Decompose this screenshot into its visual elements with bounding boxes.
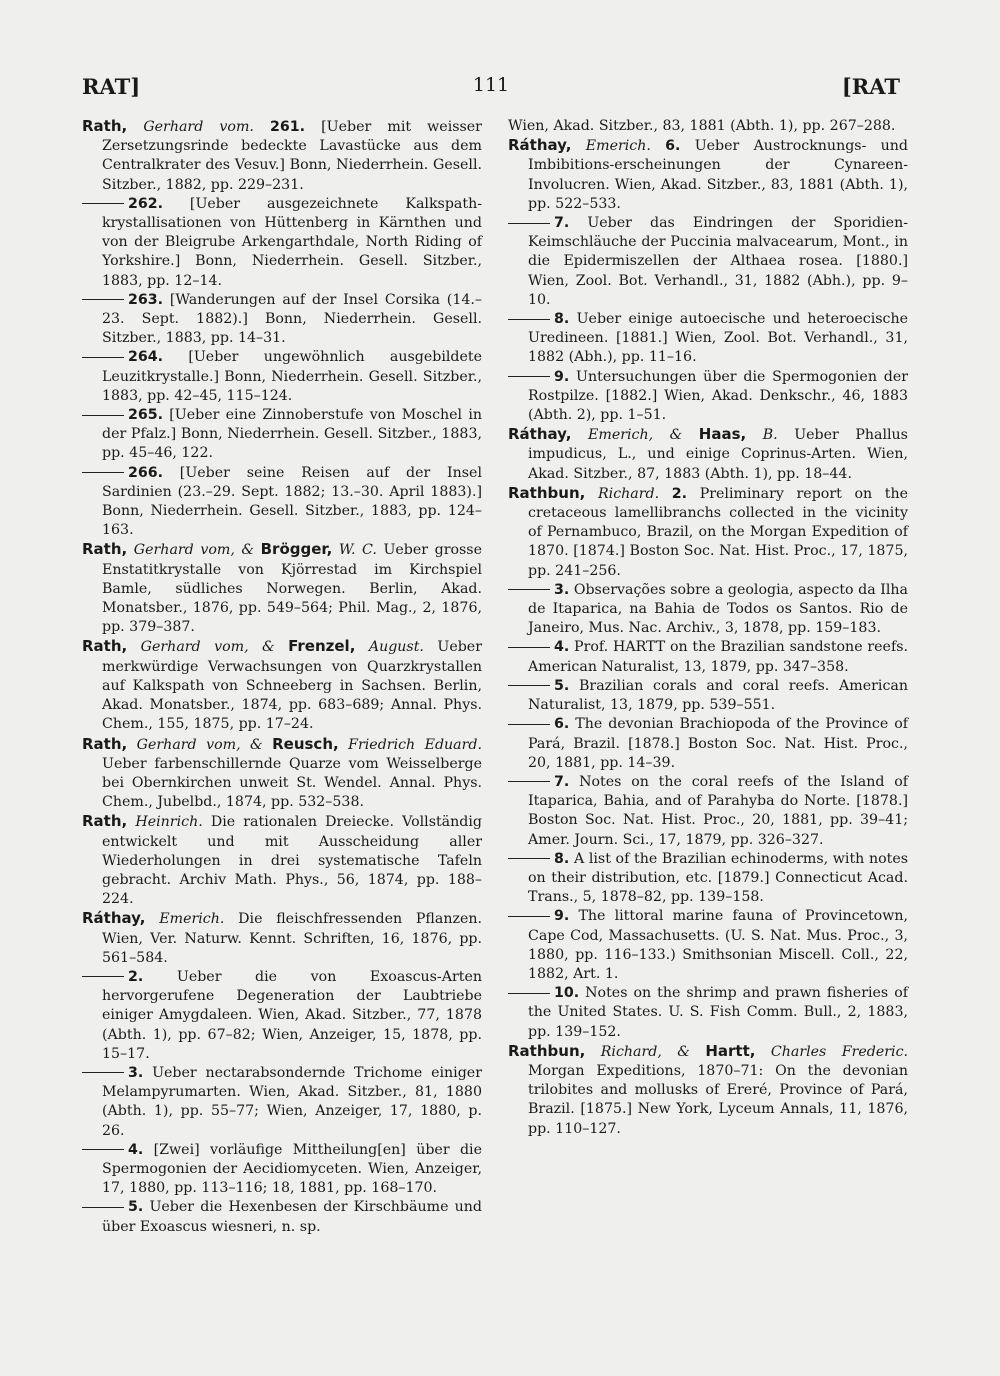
entry-text: Ueber merkwürdige Verwachsungen von Quarzkrystallen auf Kalkspath von Schneeberg in Sachsen. Berlin, Akad. Monatsber., 1874, pp. 683–689; Annal. Phys. Chem., 155, 1875, pp. 17–24. — [102, 639, 482, 733]
ditto-dash — [508, 993, 550, 994]
ditto-dash — [508, 724, 550, 725]
entry-number: 3. — [128, 1064, 144, 1081]
entry-text: Ueber Austrocknungs- und Imbibitions-erscheinungen der Cynareen-Involucren. Wien, Akad. Sitzber., 83, 1881 (Abth. 1), pp. 522–533. — [528, 138, 908, 212]
entry-number: 5. — [128, 1199, 144, 1216]
bibliography-entry — [82, 735, 482, 813]
entry-number: 261. — [270, 119, 306, 135]
coauthor-surname: Reusch, — [272, 734, 339, 753]
entry-number: 266. — [128, 464, 164, 481]
bibliography-entry — [82, 348, 482, 406]
bibliography-entry — [508, 136, 908, 214]
entry-text: Wien, Akad. Sitzber., 83, 1881 (Abth. 1), pp. 267–288. — [508, 118, 896, 134]
ditto-dash — [82, 472, 124, 473]
author-surname: Rath, — [82, 540, 128, 559]
bibliography-entry — [508, 310, 908, 368]
coauthor-given-name: Friedrich Eduard. — [348, 736, 483, 753]
entry-text: Observações sobre a geologia, aspecto da Ilha de Itaparica, na Bahia de Todos os Santos. Rio de Janeiro, Mus. Nac. Archiv., 3, 1878, pp. 159–183. — [528, 581, 908, 637]
author-given-name: Richard, & — [600, 1043, 690, 1060]
coauthor-given-name: August. — [368, 639, 424, 656]
entry-text: Ueber nectarabsondernde Trichome einiger Melampyrumarten. Wien, Akad. Sitzber., 81, 1880 (Abth. 1), pp. 55–77; Wien, Anzeiger, 17, 1880, p. 26. — [102, 1064, 482, 1139]
left-column — [82, 117, 482, 1237]
page-number: 111 — [472, 74, 510, 96]
author-given-name: Emerich, & — [588, 427, 683, 444]
entry-text: Die rationalen Dreiecke. Vollständig entwickelt und mit Ausscheidung aller Wiederholungen in drei systematische Tafeln gebracht. Archiv Math. Phys., 56, 1874, pp. 188–224. — [102, 814, 482, 908]
coauthor-surname: Haas, — [698, 425, 747, 444]
bibliography-entry — [82, 909, 482, 968]
author-surname: Rath, — [82, 812, 128, 831]
entry-text: Preliminary report on the cretaceous lamellibranchs collected in the vicinity of Pernambuco, Brazil, on the Morgan Expedition of 1870. [1874.] Boston Soc. Nat. Hist. Proc., 17, 1875, pp. 241–256. — [528, 485, 909, 579]
entry-number: 4. — [554, 639, 570, 656]
bibliography-entry — [508, 484, 908, 581]
ditto-dash — [82, 203, 124, 204]
entry-text: Die fleischfressenden Pflanzen. Wien, Ver. Naturw. Kennt. Schriften, 16, 1876, pp. 561–584. — [102, 911, 482, 966]
entry-number: 8. — [554, 850, 570, 867]
entry-text: [Ueber mit weisser Zersetzungsrinde bedeckte Lavastücke aus dem Centralkrater des Vesuv.] Bonn, Niederrhein. Gesell. Sitzber., 1882, pp. 229–231. — [102, 119, 482, 193]
ditto-dash — [82, 976, 124, 977]
author-given-name: Richard. — [597, 485, 660, 502]
entry-number: 7. — [554, 215, 570, 232]
ditto-dash — [82, 1149, 124, 1150]
entry-number: 2. — [671, 485, 688, 502]
author-surname: Rathbun, — [508, 1041, 586, 1060]
entry-text: Ueber Phallus impudicus, L., und einige Coprinus-Arten. Wien, Akad. Sitzber., 87, 1883 (Abth. 1), pp. 18–44. — [528, 427, 908, 482]
entry-number: 264. — [128, 349, 164, 366]
entry-number: 2. — [128, 968, 144, 985]
bibliography-entry — [82, 812, 482, 909]
right-column — [508, 117, 908, 1139]
entry-text: The littoral marine fauna of Provincetown, Cape Cod, Massachusetts. (U. S. Nat. Mus. Proc., 3, 1880, pp. 116–133.) Smithsonian Miscell. Coll., 22, 1882, Art. 1. — [528, 908, 908, 982]
ditto-dash — [82, 415, 124, 416]
entry-text: Morgan Expeditions, 1870–71: On the devonian trilobites and mollusks of Ereré, Province of Pará, Brazil. [1875.] New York, Lyceum Annals, 11, 1876, pp. 110–127. — [528, 1062, 908, 1137]
coauthor-given-name: Charles Frederic. — [770, 1043, 909, 1060]
ditto-dash — [508, 376, 550, 377]
ditto-dash — [508, 781, 550, 782]
entry-number: 263. — [128, 291, 164, 308]
bibliography-entry — [82, 540, 482, 637]
bibliography-entry — [508, 214, 908, 310]
ditto-dash — [82, 299, 124, 300]
entry-text: [Ueber ungewöhnlich ausgebildete Leuzitkrystalle.] Bonn, Niederrhein. Gesell. Sitzber., 1883, pp. 42–45, 115–124. — [102, 349, 482, 404]
bibliography-entry — [508, 677, 908, 715]
author-surname: Rathbun, — [508, 483, 586, 502]
entry-text: Ueber grosse Enstatitkrystalle von Kjörrestad im Kirchspiel Bamle, südliches Norwegen. Berlin, Akad. Monatsber., 1876, pp. 549–564; Phil. Mag., 2, 1876, pp. 379–387. — [102, 542, 482, 636]
bibliography-entry — [508, 425, 908, 484]
bibliography-entry — [508, 581, 908, 639]
entry-text: Brazilian corals and coral reefs. American Naturalist, 13, 1879, pp. 539–551. — [528, 677, 908, 714]
ditto-dash — [508, 319, 550, 320]
bibliography-entry — [82, 637, 482, 734]
entry-text: Ueber die von Exoascus-Arten hervorgerufene Degeneration der Laubtriebe einiger Amygdaleen. Wien, Akad. Sitzber., 77, 1878 (Abth. 1), pp. 67–82; Wien, Anzeiger, 15, 1878, pp. 15–17. — [102, 968, 482, 1062]
bibliography-entry — [508, 368, 908, 426]
author-surname: Rath, — [82, 117, 128, 135]
entry-number: 6. — [665, 138, 681, 155]
bibliography-entry — [82, 406, 482, 464]
ditto-dash — [508, 223, 550, 224]
author-surname: Rath, — [82, 637, 128, 656]
page-header — [82, 74, 900, 104]
bibliography-entry — [508, 850, 908, 908]
entry-text: [Ueber ausgezeichnete Kalkspath-krystallisationen von Hüttenberg in Kärnthen und von der Bleigrube Arkengarthdale, North Riding of Yorkshire.] Bonn, Niederrhein. Gesell. Sitzber., 1883, pp. 12–14. — [102, 195, 482, 289]
entry-text: Prof. HARTT on the Brazilian sandstone reefs. American Naturalist, 13, 1879, pp. 347–358. — [528, 639, 908, 675]
entry-text: Untersuchungen über die Spermogonien der Rostpilze. [1882.] Wien, Akad. Denkschr., 46, 1883 (Abth. 2), pp. 1–51. — [528, 368, 908, 424]
author-given-name: Gerhard vom, & — [140, 639, 275, 656]
entry-text: Ueber die Hexenbesen der Kirschbäume und über Exoascus wiesneri, n. sp. — [102, 1199, 482, 1235]
entry-text: [Wanderungen auf der Insel Corsika (14.–23. Sept. 1882).] Bonn, Niederrhein. Gesell. Sitzber., 1883, pp. 14–31. — [102, 291, 482, 347]
coauthor-given-name: B. — [762, 427, 778, 444]
entry-number: 3. — [554, 581, 570, 598]
entry-number: 8. — [554, 311, 570, 328]
entry-number: 6. — [554, 716, 570, 733]
bibliography-entry — [82, 1064, 482, 1141]
bibliography-entry — [508, 907, 908, 984]
coauthor-surname: Frenzel, — [288, 637, 356, 656]
author-surname: Ráthay, — [508, 136, 572, 155]
ditto-dash — [508, 685, 550, 686]
entry-number: 5. — [554, 677, 570, 694]
coauthor-surname: Brögger, — [260, 540, 333, 559]
bibliography-entry — [82, 291, 482, 349]
running-head-left: RAT] — [82, 74, 141, 99]
bibliography-entry — [508, 773, 908, 850]
entry-text: [Zwei] vorläufige Mittheilung[en] über die Spermogonien der Aecidiomyceten. Wien, Anzeiger, 17, 1880, pp. 113–116; 18, 1881, pp. 168–170. — [102, 1141, 482, 1197]
ditto-dash — [508, 858, 550, 859]
entry-text: Notes on the coral reefs of the Island of Itaparica, Bahia, and of Parahyba do Norte. [1878.] Boston Soc. Nat. Hist. Proc., 20, 1881, pp. 39–41; Amer. Journ. Sci., 17, 1879, pp. 326–327. — [528, 773, 909, 848]
entry-number: 10. — [554, 985, 580, 1002]
bibliography-entry — [82, 117, 482, 195]
entry-text: [Ueber seine Reisen auf der Insel Sardinien (23.–29. Sept. 1882; 13.–30. April 1883).] Bonn, Niederrhein. Gesell. Sitzber., 1883, pp. 124–163. — [102, 464, 482, 539]
entry-text: Notes on the shrimp and prawn fisheries of the United States. U. S. Fish Comm. Bull., 2, 1883, pp. 139–152. — [528, 985, 908, 1040]
bibliography-entry — [508, 638, 908, 676]
bibliography-entry — [508, 1042, 908, 1139]
author-given-name: Heinrich. — [135, 814, 203, 831]
author-given-name: Gerhard vom, & — [136, 736, 263, 753]
entry-number: 265. — [128, 407, 164, 424]
entry-number: 262. — [128, 195, 164, 212]
author-surname: Ráthay, — [82, 909, 146, 928]
author-given-name: Emerich. — [159, 911, 225, 928]
entry-number: 9. — [554, 368, 570, 385]
ditto-dash — [82, 1072, 124, 1073]
author-surname: Ráthay, — [508, 425, 572, 444]
author-given-name: Emerich. — [585, 138, 651, 155]
entry-text: Ueber das Eindringen der Sporidien-Keimschläuche der Puccinia malvacearum, Mont., in die Epidermiszellen der Althaea rosea. [1880.] Wien, Zool. Bot. Verhandl., 31, 1882 (Abh.), pp. 9–10. — [528, 215, 909, 308]
ditto-dash — [508, 916, 550, 917]
bibliography-entry — [82, 1198, 482, 1236]
coauthor-surname: Hartt, — [705, 1041, 756, 1060]
ditto-dash — [82, 1207, 124, 1208]
entry-number: 7. — [554, 773, 570, 790]
entry-text: A list of the Brazilian echinoderms, with notes on their distribution, etc. [1879.] Connecticut Acad. Trans., 5, 1878–82, pp. 139–158. — [528, 850, 909, 906]
bibliography-entry — [82, 464, 482, 541]
author-given-name: Gerhard vom, & — [133, 542, 255, 559]
entry-text: The devonian Brachiopoda of the Province of Pará, Brazil. [1878.] Boston Soc. Nat. Hist. Proc., 20, 1881, pp. 14–39. — [528, 716, 909, 771]
entry-text: [Ueber eine Zinnoberstufe von Moschel in der Pfalz.] Bonn, Niederrhein. Gesell. Sitzber., 1883, pp. 45–46, 122. — [102, 407, 482, 462]
bibliography-entry — [82, 968, 482, 1064]
author-surname: Rath, — [82, 734, 128, 753]
author-given-name: Gerhard vom. — [143, 119, 254, 135]
coauthor-given-name: W. C. — [338, 542, 377, 559]
ditto-dash — [82, 357, 124, 358]
bibliography-entry — [508, 117, 908, 136]
entry-text: Ueber farbenschillernde Quarze vom Weisselberge bei Obernkirchen unweit St. Wendel. Annal. Phys. Chem., Jubelbd., 1874, pp. 532–538. — [102, 755, 482, 811]
entry-text: Ueber einige autoecische und heteroecische Uredineen. [1881.] Wien, Zool. Bot. Verhandl., 31, 1882 (Abh.), pp. 11–16. — [528, 311, 908, 366]
bibliography-entry — [82, 1141, 482, 1199]
entry-number: 4. — [128, 1141, 144, 1158]
bibliography-entry — [82, 195, 482, 291]
entry-number: 9. — [554, 908, 570, 925]
ditto-dash — [508, 589, 550, 590]
bibliography-entry — [508, 715, 908, 773]
ditto-dash — [508, 647, 550, 648]
bibliography-entry — [508, 984, 908, 1042]
running-head-right: [RAT — [841, 74, 900, 99]
